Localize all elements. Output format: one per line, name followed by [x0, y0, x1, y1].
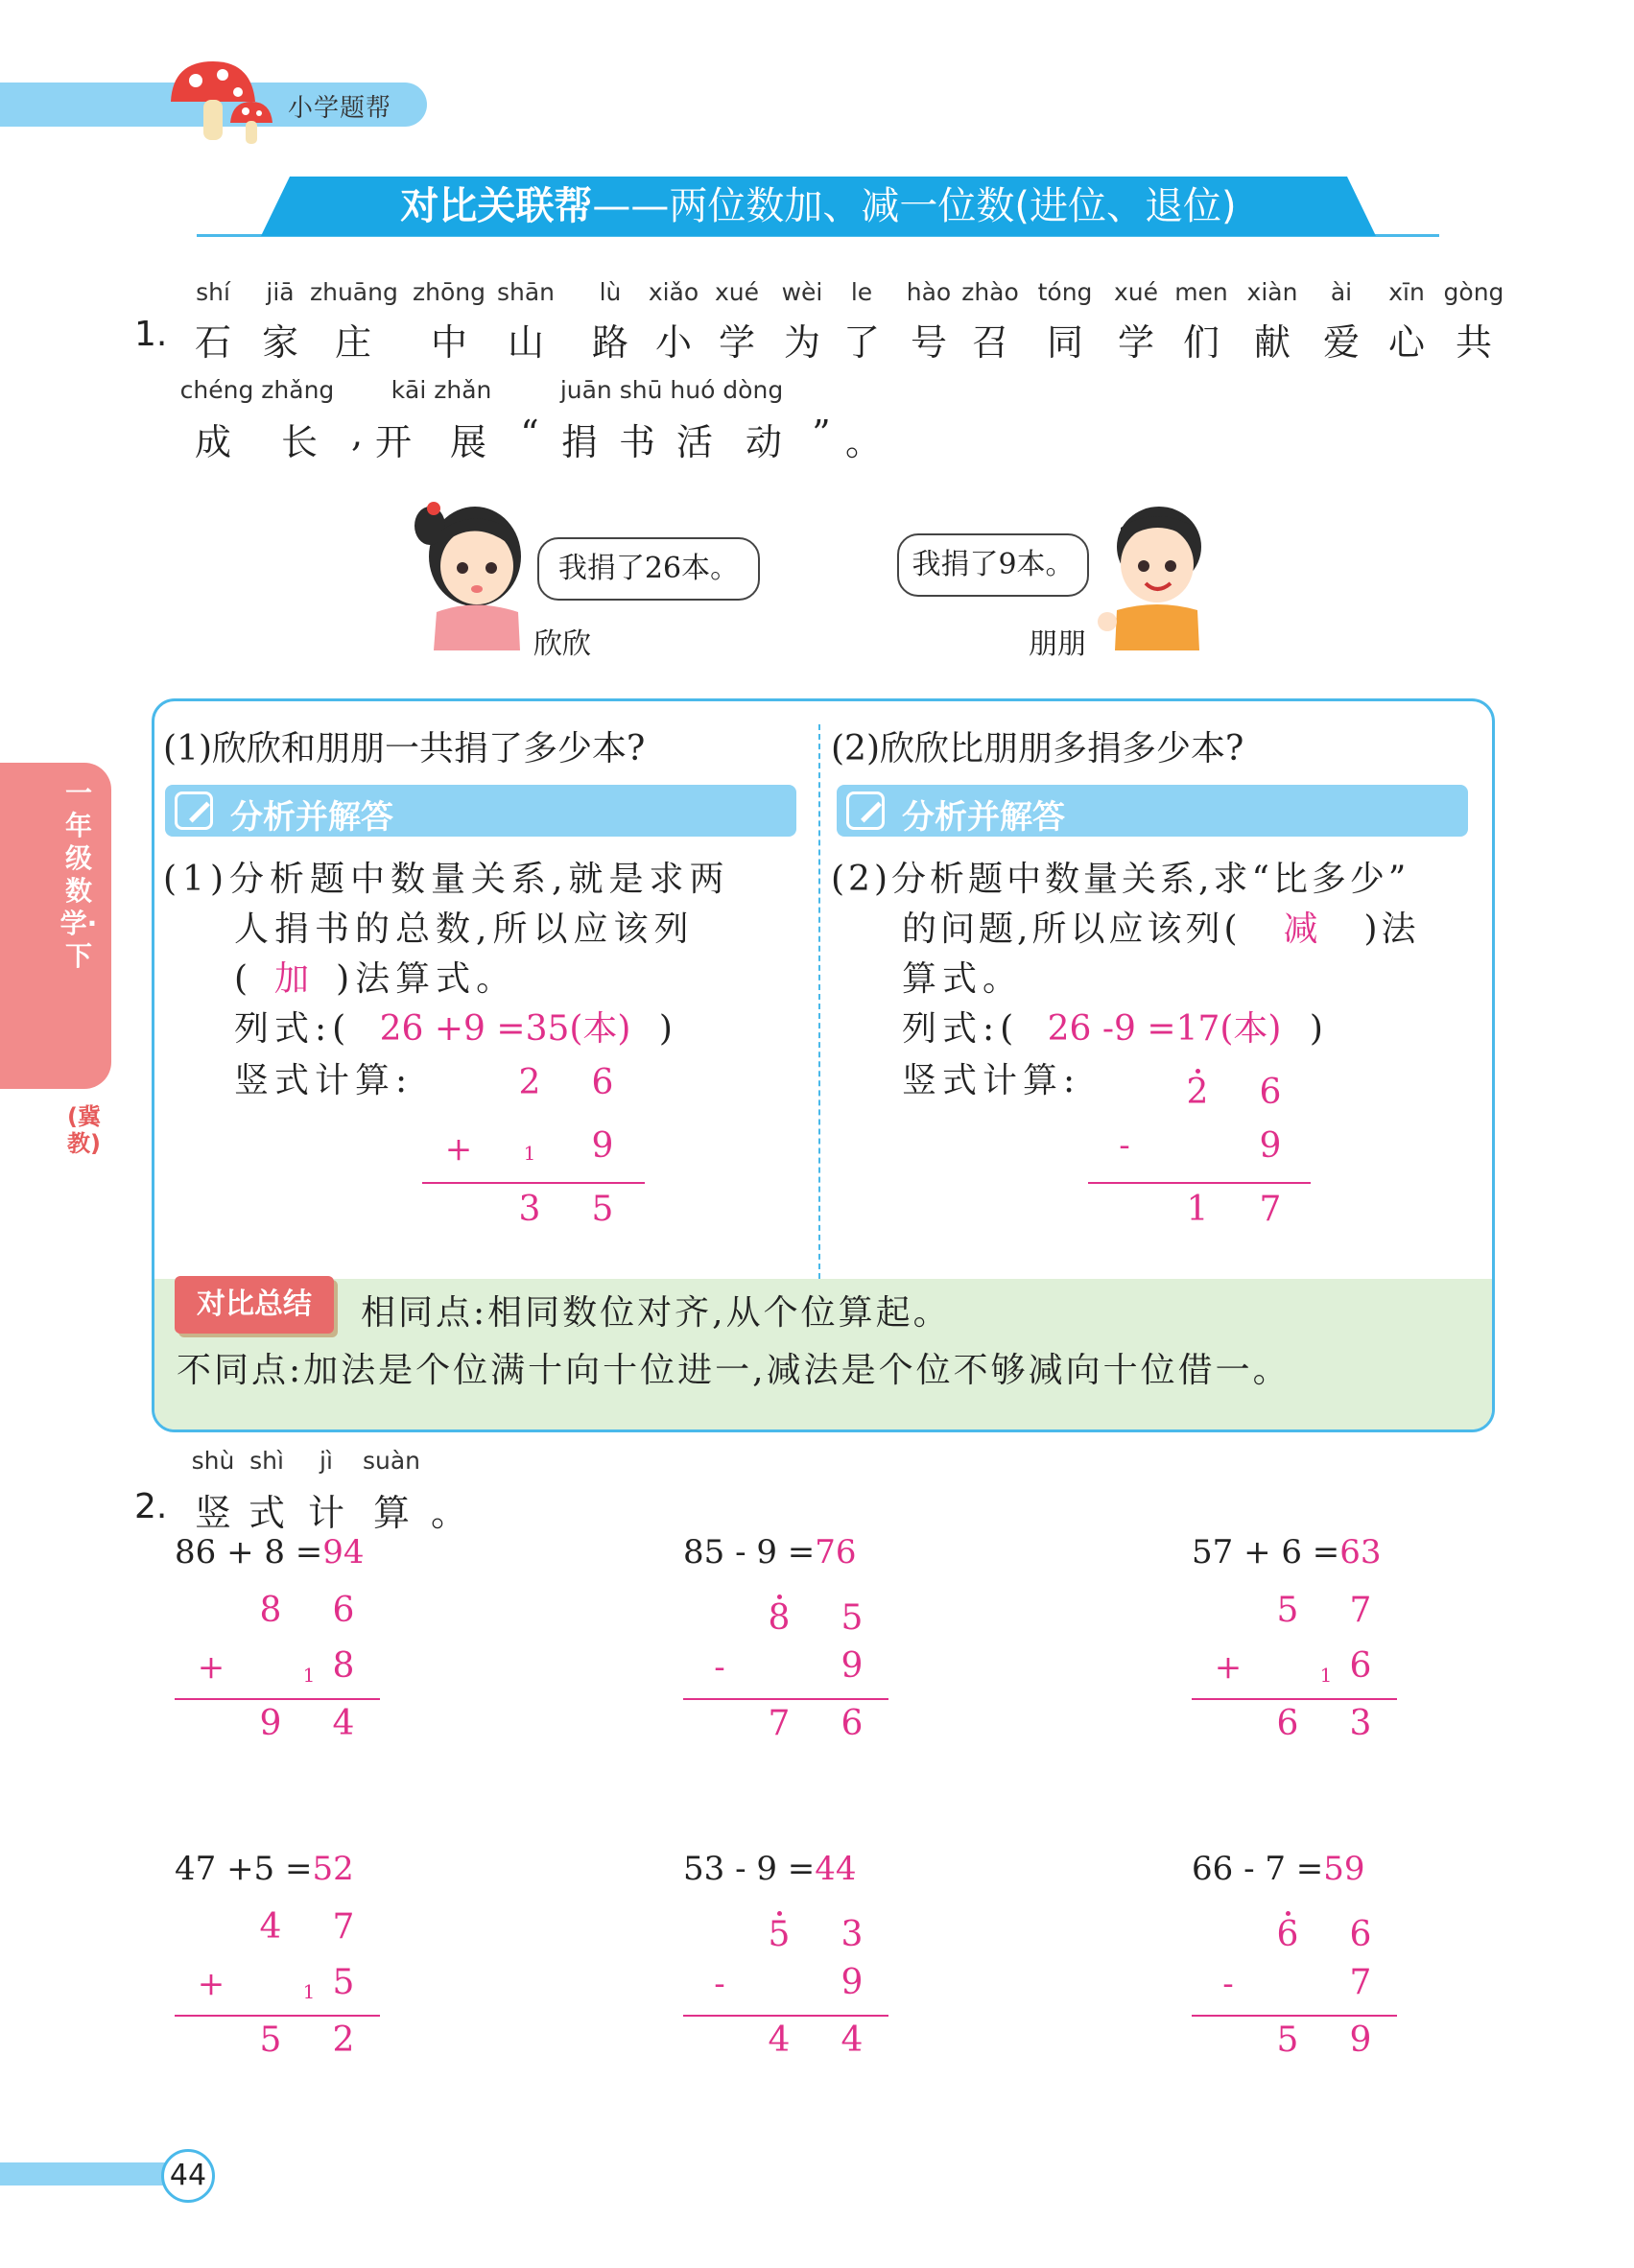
hanzi: 号: [910, 321, 947, 364]
top-tens: 6: [1276, 1915, 1299, 1954]
result-tens: 5: [259, 2020, 282, 2060]
operator: -: [714, 1648, 725, 1687]
right-formula-answer: 26 -9 =17(本): [1047, 1009, 1282, 1049]
hanzi: 动: [745, 421, 782, 463]
hanzi: 。: [844, 421, 882, 463]
rule-line: [175, 1698, 380, 1700]
rule-line: [683, 2015, 888, 2017]
vc-operator: -: [1119, 1126, 1130, 1165]
operator: +: [197, 1648, 225, 1687]
operator: +: [1214, 1648, 1243, 1687]
top-tens: 5: [768, 1915, 791, 1954]
rule-line: [1192, 2015, 1397, 2017]
problem-equation: [683, 1533, 857, 1571]
hanzi: 计: [307, 1492, 344, 1534]
vc-bottom: 9: [591, 1126, 614, 1166]
expression: 57 + 6 =: [1192, 1533, 1340, 1571]
rule-line: [175, 2015, 380, 2017]
expression: 86 + 8 =: [175, 1533, 323, 1571]
carry-mark: 1: [1319, 1664, 1333, 1687]
pinyin: zhuāng: [310, 278, 398, 306]
hanzi: ”: [812, 413, 831, 455]
hanzi: 们: [1182, 321, 1220, 364]
operator: -: [1222, 1965, 1234, 2003]
column-divider: [818, 724, 820, 1279]
hanzi: 山: [507, 321, 544, 364]
problem-equation: [1192, 1850, 1365, 1888]
hanzi: 学: [718, 321, 755, 364]
hanzi: 献: [1253, 321, 1291, 364]
result-tens: 7: [768, 1704, 791, 1743]
vc-top-tens: 2: [1186, 1073, 1209, 1112]
girl-xinxin-icon: [413, 487, 537, 650]
hanzi: 小: [654, 321, 692, 364]
hanzi: 。: [430, 1492, 467, 1534]
vc-top-tens: 2: [518, 1063, 541, 1102]
hanzi: 中: [430, 321, 467, 364]
top-ones: 7: [1349, 1591, 1372, 1630]
hanzi: 长: [280, 421, 318, 463]
right-blank-answer: 减: [1283, 910, 1322, 949]
expression: 66 - 7 =: [1192, 1850, 1324, 1888]
hanzi: 庄: [334, 321, 371, 364]
hanzi: 石: [194, 321, 231, 364]
result-ones: 4: [841, 2020, 864, 2060]
pinyin: zhōng: [413, 278, 485, 306]
top-ones: 6: [332, 1591, 355, 1630]
vc-result-tens: 3: [518, 1190, 541, 1229]
left-analysis-line2: 人捐书的总数,所以应该列: [234, 910, 695, 949]
result-tens: 4: [768, 2020, 791, 2060]
pinyin: xué: [1113, 278, 1159, 306]
result-ones: 9: [1349, 2020, 1372, 2060]
title-sub: ——两位数加、减一位数(进位、退位): [592, 184, 1237, 228]
problem-equation: [683, 1850, 857, 1888]
left-formula: 列式:( 26 +9 =35(本) ): [234, 1009, 678, 1049]
pinyin: jiā: [266, 278, 295, 306]
operator: -: [714, 1965, 725, 2003]
vc-bottom: 9: [1259, 1126, 1282, 1166]
top-tens: 4: [259, 1907, 282, 1947]
side-tab-label: 一年级数学·下: [59, 777, 98, 972]
pinyin: hào: [906, 278, 952, 306]
hanzi: ,: [350, 413, 364, 455]
bottom-digit: 9: [841, 1963, 864, 2002]
right-formula: 列式:( 26 -9 =17(本) ): [902, 1009, 1329, 1049]
hanzi: 为: [783, 321, 820, 364]
summary-diff: 不同点:加法是个位满十向十位进一,减法是个位不够减向十位借一。: [177, 1351, 1291, 1390]
left-vertical-label: 竖式计算:: [234, 1061, 414, 1100]
hanzi: “: [520, 413, 539, 455]
vc-top-ones: 6: [591, 1063, 614, 1102]
vc-rule: [1088, 1182, 1311, 1184]
answer: 59: [1323, 1850, 1365, 1888]
brand-name: 小学题帮: [288, 94, 392, 123]
pinyin: chéng zhǎng: [179, 376, 335, 404]
answer: 94: [322, 1533, 365, 1571]
pinyin: shù: [191, 1447, 235, 1475]
boy-speech: 我捐了9本。: [912, 548, 1075, 581]
top-ones: 5: [841, 1598, 864, 1638]
girl-speech: 我捐了26本。: [557, 552, 740, 585]
pinyin: shì: [249, 1447, 284, 1475]
top-ones: 7: [332, 1907, 355, 1947]
pinyin: xiàn: [1246, 278, 1298, 306]
result-tens: 9: [259, 1704, 282, 1743]
answer: 44: [815, 1850, 857, 1888]
hanzi: 成: [194, 421, 231, 463]
vc-result-ones: 7: [1259, 1190, 1282, 1229]
pinyin: zhào: [961, 278, 1019, 306]
problem-equation: [175, 1850, 354, 1888]
pen-icon: [175, 791, 213, 830]
pinyin: tóng: [1037, 278, 1093, 306]
right-analysis-line3: 算式。: [902, 959, 1024, 999]
pinyin: juān shū huó dòng: [559, 376, 784, 404]
right-analyze-label: 分析并解答: [902, 798, 1065, 837]
boy-name: 朋朋: [1029, 627, 1086, 661]
top-ones: 6: [1349, 1915, 1372, 1954]
pen-icon: [846, 791, 885, 830]
pinyin: jì: [320, 1447, 333, 1475]
top-tens: 8: [768, 1598, 791, 1638]
summary-same: 相同点:相同数位对齐,从个位算起。: [361, 1293, 951, 1333]
carry-mark: 1: [302, 1664, 316, 1687]
vc-rule: [422, 1182, 645, 1184]
left-analyze-label: 分析并解答: [230, 798, 393, 837]
vc-operator: +: [444, 1130, 473, 1169]
hanzi: 心: [1387, 321, 1425, 364]
carry-mark: 1: [302, 1980, 316, 2003]
bottom-digit: 7: [1349, 1963, 1372, 2002]
left-blank-answer: 加: [274, 959, 316, 999]
pinyin: xiǎo: [648, 278, 699, 306]
right-question: (2)欣欣比朋朋多捐多少本?: [831, 729, 1244, 768]
rule-line: [683, 1698, 888, 1700]
operator: +: [197, 1965, 225, 2003]
footer-bar: [0, 2162, 178, 2185]
hanzi: 活: [675, 421, 713, 463]
hanzi: 爱: [1322, 321, 1360, 364]
pinyin: gòng: [1443, 278, 1504, 306]
q2-number: 2.: [134, 1487, 168, 1526]
pinyin: kāi zhǎn: [391, 376, 492, 404]
hanzi: 竖: [194, 1492, 231, 1534]
hanzi: 展: [449, 421, 486, 463]
top-tens: 8: [259, 1591, 282, 1630]
left-formula-answer: 26 +9 =35(本): [379, 1009, 631, 1049]
right-analysis-line2: 的问题,所以应该列( 减 )法: [902, 910, 1420, 949]
bottom-digit: 6: [1349, 1646, 1372, 1686]
answer: 76: [815, 1533, 857, 1571]
hanzi: 召: [971, 321, 1008, 364]
result-ones: 3: [1349, 1704, 1372, 1743]
pinyin: men: [1174, 278, 1228, 306]
pinyin: xīn: [1388, 278, 1425, 306]
pinyin: shí: [196, 278, 230, 306]
q1-number: 1.: [134, 315, 168, 354]
bottom-digit: 5: [332, 1963, 355, 2002]
hanzi: 路: [591, 321, 628, 364]
page-title: [261, 177, 1376, 236]
answer: 63: [1339, 1533, 1382, 1571]
side-tab-sub: (冀教): [67, 1103, 101, 1157]
answer: 52: [312, 1850, 354, 1888]
pinyin: le: [850, 278, 873, 306]
pinyin: shān: [496, 278, 556, 306]
vc-result-ones: 5: [591, 1190, 614, 1229]
result-ones: 4: [332, 1704, 355, 1743]
problem-equation: [175, 1533, 365, 1571]
vc-top-ones: 6: [1259, 1073, 1282, 1112]
vc-result-tens: 1: [1186, 1190, 1209, 1229]
result-ones: 2: [332, 2020, 355, 2060]
expression: 85 - 9 =: [683, 1533, 816, 1571]
summary-badge: 对比总结: [175, 1276, 334, 1334]
expression: 47 +5 =: [175, 1850, 313, 1888]
pinyin: ài: [1330, 278, 1353, 306]
hanzi: 了: [842, 321, 880, 364]
pinyin: wèi: [781, 278, 823, 306]
hanzi: 共: [1455, 321, 1492, 364]
problem-equation: [1192, 1533, 1382, 1571]
girl-name: 欣欣: [533, 627, 591, 661]
rule-line: [1192, 1698, 1397, 1700]
pinyin: xué: [714, 278, 760, 306]
top-tens: 5: [1276, 1591, 1299, 1630]
pinyin: suàn: [362, 1447, 421, 1475]
result-tens: 5: [1276, 2020, 1299, 2060]
hanzi: 家: [261, 321, 298, 364]
result-ones: 6: [841, 1704, 864, 1743]
girl-speech-bubble: [537, 537, 760, 601]
hanzi: 开: [374, 421, 412, 463]
mushroom-logo-icon: [163, 54, 278, 150]
vc-carry: 1: [523, 1142, 536, 1165]
title-main: 对比关联帮: [400, 184, 593, 228]
boy-pengpeng-icon: [1094, 487, 1219, 650]
left-analysis-line3: ( 加 )法算式。: [234, 959, 517, 999]
hanzi: 同: [1046, 321, 1083, 364]
pinyin: lù: [599, 278, 622, 306]
hanzi: 算: [372, 1492, 410, 1534]
hanzi: 书: [618, 421, 655, 463]
right-vertical-label: 竖式计算:: [902, 1061, 1081, 1100]
top-ones: 3: [841, 1915, 864, 1954]
right-analysis-line1: (2)分析题中数量关系,求“比多少”: [831, 860, 1410, 899]
hanzi: 捐: [560, 421, 598, 463]
bottom-digit: 9: [841, 1646, 864, 1686]
result-tens: 6: [1276, 1704, 1299, 1743]
left-analysis-line1: (1)分析题中数量关系,就是求两: [163, 860, 730, 899]
bottom-digit: 8: [332, 1646, 355, 1686]
boy-speech-bubble: [897, 533, 1089, 597]
left-question: (1)欣欣和朋朋一共捐了多少本?: [163, 729, 646, 768]
page-number: 44: [161, 2149, 215, 2203]
expression: 53 - 9 =: [683, 1850, 816, 1888]
hanzi: 学: [1117, 321, 1154, 364]
hanzi: 式: [248, 1492, 285, 1534]
